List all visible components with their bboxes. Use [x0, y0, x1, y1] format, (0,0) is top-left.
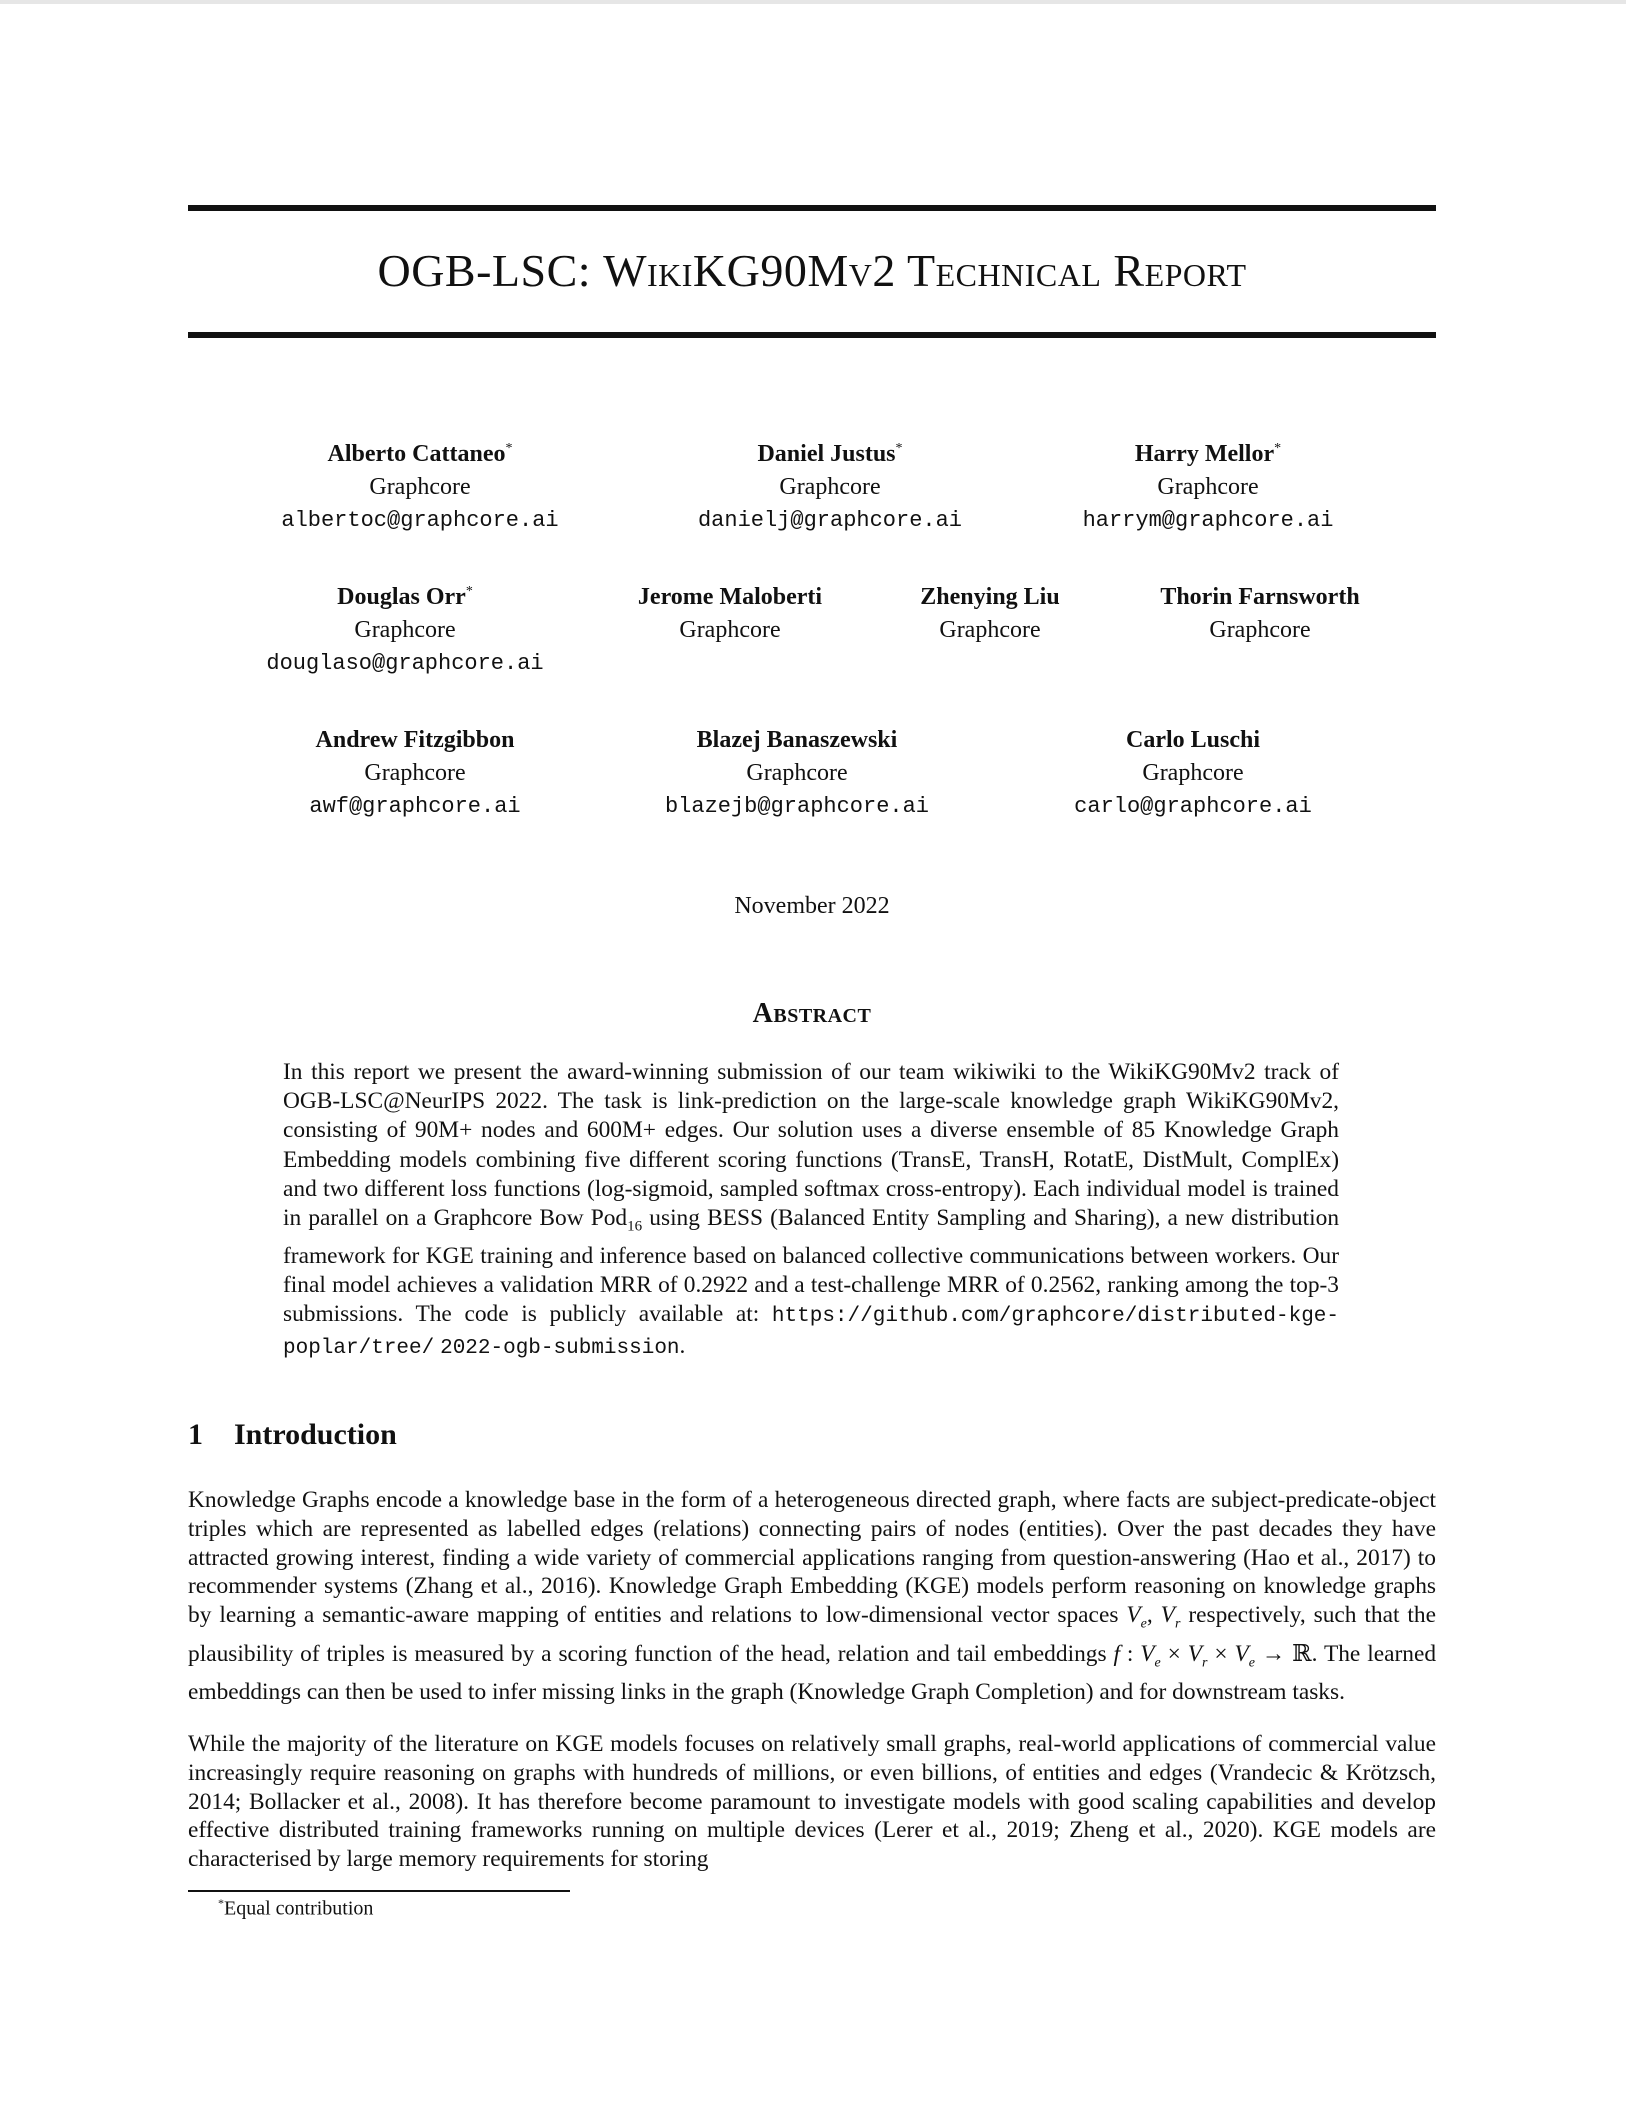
author-name: Douglas Orr*: [337, 584, 473, 610]
footnote-rule: [188, 1890, 570, 1892]
author-name: Alberto Cattaneo*: [327, 441, 513, 467]
author-block: [1048, 433, 1368, 538]
author-block: [245, 576, 565, 681]
author-affiliation: Graphcore: [1142, 760, 1244, 786]
author-email: carlo@graphcore.ai: [1074, 794, 1312, 819]
author-name: Andrew Fitzgibbon: [315, 727, 515, 753]
section-heading: 1 Introduction: [188, 1418, 397, 1451]
code-url-continued[interactable]: 2022-ogb-submission: [440, 1336, 680, 1360]
author-affiliation: Graphcore: [369, 474, 471, 500]
author-block: [670, 433, 990, 538]
author-block: [260, 433, 580, 538]
author-email: awf@graphcore.ai: [309, 794, 521, 819]
abstract-body: In this report we present the award-winning submission of our team wikiwiki to the WikiKG90Mv2 track of OGB-LSC@NeurIPS 2022. The task is link-prediction on the large-scale knowledge graph WikiKG90Mv2, consisting of 90M+ nodes and 600M+ edges. Our solution uses a diverse ensemble of 85 Knowledge Graph Embedding models combining five different scoring functions (TransE, TransH, RotatE, DistMult, ComplEx) and two different loss functions (log-sigmoid, sampled softmax cross-entropy). Each individual model is trained in parallel on a Graphcore Bow Pod$_{16}$ using BESS (Balanced Entity Sampling and Sharing), a new distribution framework for KGE training and inference based on balanced collective communications between workers. Our final model achieves a validation MRR of 0.2922 and a test-challenge MRR of 0.2562, ranking among the top-3 submissions. The code is publicly available at: https://github.com/graphcore/distributed-kge-poplar/tree/ 2022-ogb-submission.: [283, 1059, 1340, 1360]
author-affiliation: Graphcore: [364, 760, 466, 786]
author-block: [610, 576, 850, 647]
author-block: [1128, 576, 1392, 647]
author-email: albertoc@graphcore.ai: [281, 508, 559, 533]
paper-title: OGB-LSC: WikiKG90Mv2 Technical Report: [377, 245, 1247, 296]
footnote: *Equal contribution: [218, 1896, 374, 1920]
author-affiliation: Graphcore: [779, 474, 881, 500]
author-affiliation: Graphcore: [679, 617, 781, 643]
author-name: Jerome Maloberti: [637, 584, 823, 610]
publication-date: November 2022: [734, 893, 890, 919]
author-email: douglaso@graphcore.ai: [266, 651, 544, 676]
intro-paragraph-1: Knowledge Graphs encode a knowledge base in the form of a heterogeneous directed graph, where facts are subject-predicate-object triples which are represented as labelled edges (relations) connecting pairs of nodes (entities). Over the past decades they have attracted growing interest, finding a wide variety of commercial applications ranging from question-answering (Hao et al., 2017) to recommender systems (Zhang et al., 2016). Knowledge Graph Embedding (KGE) models perform reasoning on knowledge graphs by learning a semantic-aware mapping of entities and relations to low-dimensional vector spaces $V_e$, $V_r$ respectively, such that the plausibility of triples is measured by a scoring function of the head, relation and tail embeddings f : $V_e \times V_r \times V_e$ → ℝ. The learned embeddings can then be used to infer missing links in the graph (Knowledge Graph Completion) and for downstream tasks.: [188, 1487, 1437, 1706]
title-rule-bottom: [188, 332, 1436, 338]
author-block: [255, 719, 575, 824]
author-block: [890, 576, 1090, 647]
page-top-edge: [0, 0, 1626, 4]
intro-paragraph-2: While the majority of the literature on KGE models focuses on relatively small graphs, real-world applications of commercial value increasingly require reasoning on graphs with hundreds of millions, or even billions, of entities and edges (Vrandecic & Krötzsch, 2014; Bollacker et al., 2008). It has therefore become paramount to investigate models with good scaling capabilities and develop effective distributed training frameworks running on multiple devices (Lerer et al., 2019; Zheng et al., 2020). KGE models are characterised by large memory requirements for storing: [188, 1731, 1436, 1873]
author-affiliation: Graphcore: [1209, 617, 1311, 643]
abstract-heading: Abstract: [752, 998, 872, 1029]
author-affiliation: Graphcore: [746, 760, 848, 786]
author-email: danielj@graphcore.ai: [697, 508, 963, 533]
author-email: harrym@graphcore.ai: [1082, 508, 1334, 533]
code-url[interactable]: https://github.com/graphcore/distributed-kge-poplar/tree/: [283, 1305, 1339, 1360]
author-name: Daniel Justus*: [757, 441, 903, 467]
author-affiliation: Graphcore: [1157, 474, 1259, 500]
title-rule-top: [188, 205, 1436, 211]
author-email: blazejb@graphcore.ai: [664, 794, 930, 819]
author-name: Harry Mellor*: [1134, 441, 1282, 467]
author-affiliation: Graphcore: [354, 617, 456, 643]
author-name: Carlo Luschi: [1125, 727, 1260, 753]
author-affiliation: Graphcore: [939, 617, 1041, 643]
author-name: Zhenying Liu: [920, 584, 1060, 610]
author-block: [1033, 719, 1353, 824]
author-name: Thorin Farnsworth: [1160, 584, 1360, 610]
author-name: Blazej Banaszewski: [696, 727, 898, 753]
author-block: [637, 719, 957, 824]
